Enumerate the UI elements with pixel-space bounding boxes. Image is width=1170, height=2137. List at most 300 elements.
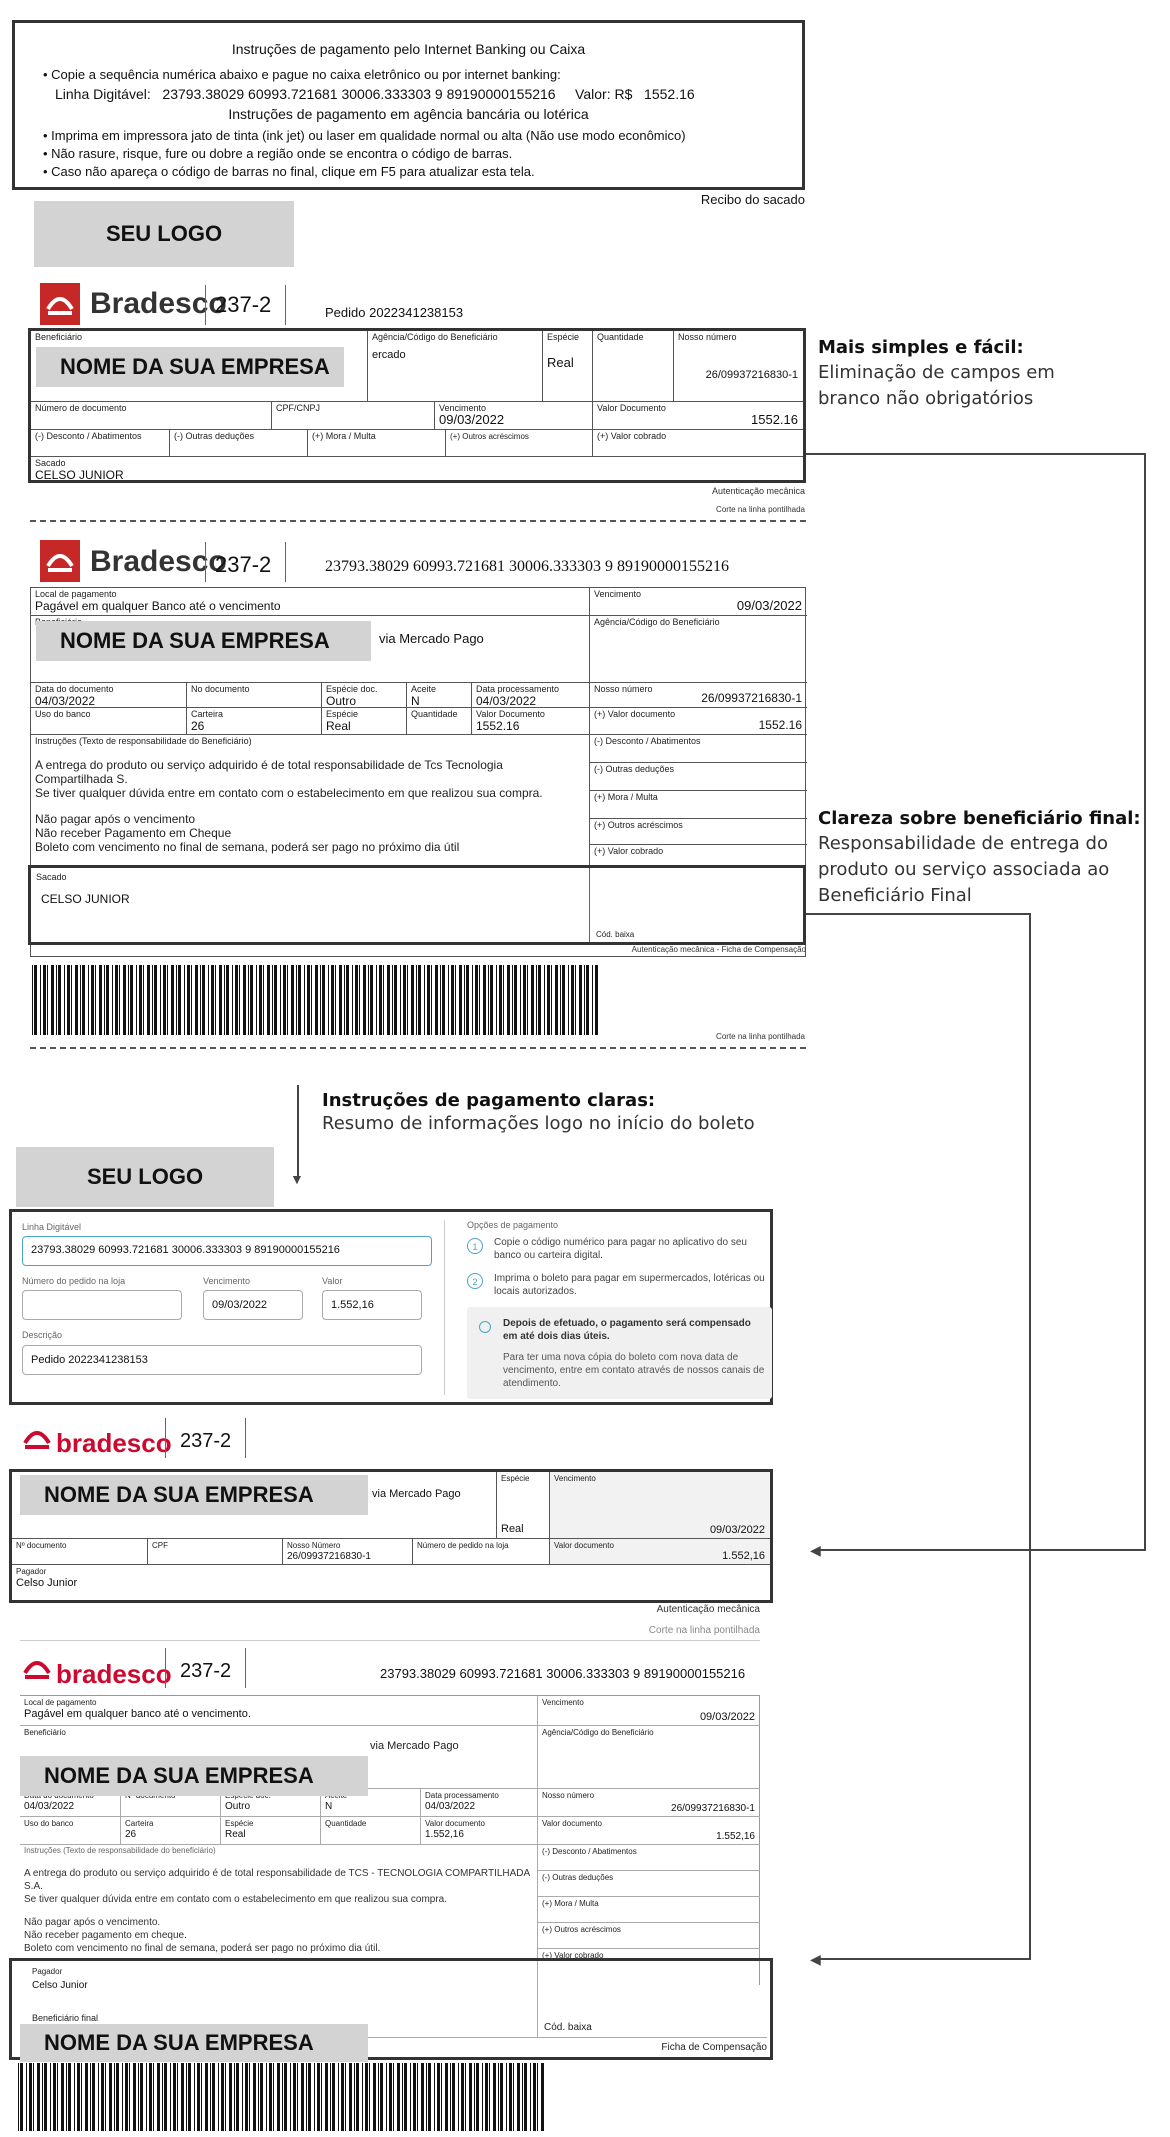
barcode-bar: [499, 965, 502, 1035]
barcode-bar: [104, 965, 105, 1035]
valor-label: Valor: R$: [575, 86, 633, 102]
desconto-cell: [31, 429, 169, 456]
valor-label: Valor: [322, 1276, 343, 1286]
connector-line: [806, 453, 1146, 455]
barcode-bar: [157, 2063, 160, 2131]
barcode-bar: [32, 965, 33, 1035]
field-label: Pagador: [32, 1967, 63, 1976]
barcode-bar: [397, 2063, 400, 2131]
uso-banco-cell: [31, 707, 186, 734]
bradesco-logo-old: [40, 540, 80, 582]
vencimento-cell: [589, 588, 807, 615]
barcode-bar: [380, 2063, 383, 2131]
barcode-bar: [171, 965, 174, 1035]
barcode-bar: [485, 2063, 488, 2131]
barcode-bar: [304, 965, 305, 1035]
field-label: Vencimento: [594, 589, 642, 599]
num-pedido-cell: [412, 1538, 549, 1564]
barcode-bar: [34, 965, 37, 1035]
instruction-text: A entrega do produto ou serviço adquirido é de total responsabilidade de Tcs Tecnologia: [35, 758, 503, 772]
barcode-bar: [266, 2063, 267, 2131]
barcode-bar: [296, 965, 297, 1035]
barcode-bar: [315, 965, 318, 1035]
field-value: Outro: [225, 1801, 251, 1812]
field-label: Número de pedido na loja: [417, 1541, 509, 1550]
data-proc-cell: [420, 1788, 537, 1816]
barcode-bar: [579, 965, 582, 1035]
field-value: Pagável em qualquer Banco até o vencimento: [35, 599, 281, 613]
barcode-bar: [188, 2063, 191, 2131]
field-label: (-) Desconto / Abatimentos: [542, 1847, 637, 1856]
barcode-bar: [123, 965, 126, 1035]
barcode-bar: [184, 965, 185, 1035]
barcode-bar: [584, 965, 585, 1035]
barcode-bar: [402, 2063, 403, 2131]
barcode-bar: [239, 965, 240, 1035]
field-label: Valor Documento: [476, 709, 545, 719]
field-label: Vencimento: [542, 1698, 584, 1707]
vencimento-input[interactable]: [203, 1290, 303, 1320]
annotation-text: Responsabilidade de entrega do: [818, 833, 1108, 854]
barcode-bar: [202, 965, 205, 1035]
barcode-bar: [483, 965, 486, 1035]
barcode-bar: [176, 965, 177, 1035]
barcode-bar: [413, 2063, 416, 2131]
field-value: 26/09937216830-1: [705, 369, 798, 381]
barcode-bar: [298, 965, 301, 1035]
barcode-bar: [322, 965, 325, 1035]
barcode-bar: [47, 965, 48, 1035]
vencimento-label: Vencimento: [203, 1276, 251, 1286]
desconto-cell: [589, 734, 807, 762]
barcode-bar: [273, 2063, 274, 2131]
barcode-bar: [512, 965, 513, 1035]
barcode-bar: [263, 965, 264, 1035]
barcode-bar: [356, 2063, 359, 2131]
barcode-bar: [250, 965, 253, 1035]
barcode-bar: [354, 2063, 355, 2131]
field-label: (+) Mora / Multa: [312, 431, 376, 441]
barcode-bar: [112, 965, 113, 1035]
barcode-bar: [332, 2063, 335, 2131]
uso-banco-cell: [20, 1816, 120, 1844]
barcode-bar: [407, 965, 408, 1035]
barcode-bar: [555, 965, 558, 1035]
barcode-bar: [464, 965, 465, 1035]
barcode-bar: [20, 2063, 23, 2131]
barcode-bar: [260, 2063, 263, 2131]
barcode-bar: [500, 2063, 503, 2131]
field-value: 09/03/2022: [439, 412, 505, 427]
barcode-bar: [437, 2063, 440, 2131]
barcode-bar: [200, 965, 201, 1035]
barcode-bar: [373, 2063, 376, 2131]
barcode-bar: [475, 965, 478, 1035]
bradesco-logo-icon: [40, 540, 80, 582]
barcode-bar: [490, 965, 493, 1035]
barcode-bar: [514, 965, 517, 1035]
instruction-text: Imprima em impressora jato de tinta (ink jet) ou laser em qualidade normal ou alta (Não use modo econômico): [51, 128, 686, 143]
sacado-cell: [31, 456, 803, 480]
barcode-bar: [307, 965, 310, 1035]
barcode-bar: [355, 965, 358, 1035]
instruction-bullet: • Copie a sequência numérica abaixo e pague no caixa eletrônico ou por internet banking:: [43, 67, 561, 82]
barcode-bar: [479, 965, 480, 1035]
barcode-bar: [234, 2063, 235, 2131]
barcode-bar: [506, 2063, 507, 2131]
bradesco-logo-old: [40, 283, 80, 325]
field-label: Beneficiário: [35, 332, 83, 342]
barcode-bar: [71, 965, 72, 1035]
field-value: Celso Junior: [32, 1980, 88, 1991]
field-value: 1552.16: [476, 719, 520, 733]
cpf-cell: [271, 401, 434, 429]
field-label: (-) Desconto / Abatimentos: [594, 736, 701, 746]
info-panel: [467, 1307, 772, 1399]
barcode-bar: [274, 965, 277, 1035]
barcode-bar: [383, 965, 384, 1035]
barcode-bar: [393, 2063, 394, 2131]
autenticacao-ficha: Autenticação mecânica - Ficha de Compensação: [631, 945, 806, 954]
barcode-bar: [287, 965, 288, 1035]
barcode-bar: [33, 2063, 34, 2131]
data-doc-cell: [31, 682, 186, 707]
local-cell: [20, 1696, 537, 1725]
valor-cobrado-cell: [592, 429, 803, 456]
divider: [285, 285, 286, 325]
barcode-bar: [186, 2063, 187, 2131]
barcode-bar: [465, 2063, 466, 2131]
pedido-input[interactable]: [22, 1290, 182, 1320]
barcode-bar: [164, 2063, 167, 2131]
barcode-bar: [75, 965, 78, 1035]
barcode-bar: [434, 2063, 435, 2131]
barcode-bar: [154, 965, 157, 1035]
field-label: Valor documento: [425, 1819, 485, 1828]
field-label: Vencimento: [439, 403, 487, 413]
barcode-bar: [215, 965, 216, 1035]
barcode-bar: [314, 2063, 315, 2131]
barcode-bar: [293, 2063, 296, 2131]
carteira-cell: [186, 707, 321, 734]
field-label: Agência/Código do Beneficiário: [542, 1728, 654, 1737]
barcode-bar: [66, 2063, 67, 2131]
barcode-bar: [562, 965, 565, 1035]
barcode-bar: [575, 965, 576, 1035]
field-label: (+) Valor cobrado: [594, 846, 664, 856]
barcode-bar: [403, 965, 406, 1035]
barcode-bar: [80, 965, 81, 1035]
divider: [285, 542, 286, 582]
barcode-bar: [291, 965, 294, 1035]
field-value: 1.552,16: [716, 1831, 755, 1842]
bank-name-new: bradesco: [56, 1428, 172, 1458]
barcode-bar: [513, 2063, 514, 2131]
pagador-cell: [12, 1564, 770, 1600]
field-label: Carteira: [191, 709, 224, 719]
barcode-bar: [404, 2063, 407, 2131]
barcode-bar: [219, 965, 222, 1035]
barcode-bar: [212, 2063, 215, 2131]
barcode-bar: [469, 2063, 472, 2131]
bank-name-old: Bradesco: [90, 287, 227, 320]
barcode-bar: [493, 2063, 496, 2131]
valor-cobrado-cell: [589, 844, 807, 866]
barcode-bar: [149, 2063, 152, 2131]
connector-line: [1144, 453, 1146, 1551]
mora-cell: [537, 1896, 760, 1922]
annotation-text: Eliminação de campos em: [818, 362, 1055, 383]
barcode-bar: [106, 965, 109, 1035]
barcode-bar: [53, 2063, 56, 2131]
barcode-bar: [448, 965, 449, 1035]
linha-label: Linha Digitável:: [55, 86, 151, 102]
barcode-bar: [297, 2063, 298, 2131]
barcode-bar: [459, 965, 462, 1035]
field-label: Beneficiário: [24, 1728, 66, 1737]
barcode-bar: [352, 965, 353, 1035]
barcode-bar: [58, 965, 61, 1035]
barcode-bar: [81, 2063, 82, 2131]
barcode-bar: [201, 2063, 202, 2131]
barcode-bar: [177, 2063, 178, 2131]
corte-label: Corte na linha pontilhada: [716, 505, 805, 514]
field-label: Local de pagamento: [24, 1698, 97, 1707]
pedido-number: Pedido 2022341238153: [325, 305, 464, 320]
bradesco-logo-icon: [40, 283, 80, 325]
barcode-bar: [536, 965, 537, 1035]
instruction-text: Compartilhada S.: [35, 772, 128, 786]
valor-doc-cell: [471, 707, 589, 734]
connector-line: [820, 1549, 1146, 1551]
barcode-bar: [592, 965, 593, 1035]
field-value: via Mercado Pago: [370, 1740, 459, 1752]
option-text: Copie o código numérico para pagar no aplicativo do seu banco ou carteira digital.: [494, 1237, 747, 1261]
barcode-bar: [533, 2063, 536, 2131]
field-value: 09/03/2022: [709, 1524, 765, 1536]
aceite-cell: [406, 682, 471, 707]
connector-line: [806, 913, 1031, 915]
barcode-bar: [210, 2063, 211, 2131]
barcode-bar: [221, 2063, 224, 2131]
carteira-cell: [120, 1816, 220, 1844]
field-label: (+) Valor cobrado: [597, 431, 667, 441]
field-label: Quantidade: [325, 1819, 367, 1828]
barcode-bar: [115, 965, 118, 1035]
field-label: Data processamento: [476, 684, 560, 694]
barcode-bar: [345, 2063, 346, 2131]
linha-value: 23793.38029 60993.721681 30006.333303 9 89190000155216: [162, 86, 556, 102]
connector-line: [820, 1958, 1031, 1960]
instruction-text: Não pagar após o vencimento.: [24, 1917, 161, 1928]
instruction-text: Caso não apareça o código de barras no final, clique em F5 para atualizar esta tela.: [51, 164, 535, 179]
field-value: 1552.16: [751, 412, 798, 427]
field-label: (+) Outros acréscimos: [542, 1925, 621, 1934]
field-label: Aceite: [411, 684, 437, 694]
barcode-bar: [435, 965, 438, 1035]
barcode-bar: [229, 2063, 232, 2131]
bank-code-new: 237-2: [180, 1430, 232, 1452]
barcode-bar: [284, 2063, 287, 2131]
field-label: Nº documento: [16, 1541, 67, 1550]
barcode-bar: [461, 2063, 464, 2131]
barcode-bar: [544, 965, 545, 1035]
bank-code-new: 237-2: [180, 1660, 232, 1682]
barcode-bar: [280, 965, 281, 1035]
barcode-bar: [98, 2063, 99, 2131]
field-value: 04/03/2022: [425, 1801, 476, 1812]
barcode-bar: [122, 2063, 123, 2131]
barcode-bar: [101, 2063, 104, 2131]
field-value: N: [325, 1801, 333, 1812]
barcode-bar: [346, 965, 349, 1035]
quantidade-cell: [320, 1816, 420, 1844]
field-label: (-) Outras deduções: [174, 431, 255, 441]
barcode-bar: [56, 965, 57, 1035]
barcode-bar: [416, 965, 417, 1035]
barcode-bar: [531, 965, 534, 1035]
barcode-bar: [67, 965, 70, 1035]
instruction-text: Se tiver qualquer dúvida entre em contato com o estabelecimento em que realizou sua compra.: [35, 786, 543, 800]
barcode-bar: [331, 965, 334, 1035]
agencia-cell: [589, 615, 807, 682]
outras-deducoes-cell: [169, 429, 307, 456]
field-label: Carteira: [125, 1819, 154, 1828]
divider: [245, 1648, 246, 1688]
instruction-text: A entrega do produto ou serviço adquirido é de total responsabilidade de TCS - TECNOLOGIA COMPARTILHADA S.A.: [24, 1868, 530, 1892]
barcode-bar: [43, 965, 46, 1035]
option-text: Imprima o boleto para pagar em supermercados, lotéricas ou locais autorizados.: [494, 1273, 765, 1297]
barcode-bar: [466, 965, 469, 1035]
barcode-bar: [365, 2063, 368, 2131]
company-placeholder: NOME DA SUA EMPRESA: [20, 2024, 368, 2062]
mora-cell: [589, 790, 807, 818]
field-label: (+) Valor cobrado: [542, 1951, 604, 1960]
instruction-text: Copie a sequência numérica abaixo e pague no caixa eletrônico ou por internet banking:: [51, 67, 561, 82]
annotation-text: Resumo de informações logo no início do boleto: [322, 1113, 755, 1134]
field-value: 26/09937216830-1: [671, 1803, 755, 1814]
barcode-bar: [317, 2063, 320, 2131]
barcode-bar: [208, 965, 209, 1035]
divider: [444, 1220, 445, 1395]
field-label: CPF/CNPJ: [276, 403, 321, 413]
barcode-bar: [431, 965, 432, 1035]
field-label: Data do documento: [35, 684, 114, 694]
barcode-bar: [77, 2063, 80, 2131]
barcode-bar: [139, 965, 142, 1035]
barcode-bar: [211, 965, 214, 1035]
barcode-bar: [236, 2063, 239, 2131]
field-label: CPF: [152, 1541, 168, 1550]
barcode-bar: [359, 965, 360, 1035]
linha-input[interactable]: [22, 1236, 432, 1266]
barcode-bar: [311, 965, 312, 1035]
descricao-input[interactable]: [22, 1345, 422, 1375]
field-label: (-) Outras deduções: [594, 764, 675, 774]
field-value: Real: [501, 1523, 524, 1535]
field-label: Quantidade: [411, 709, 458, 719]
barcode-bar: [386, 2063, 387, 2131]
barcode-bar: [344, 965, 345, 1035]
barcode-bar: [136, 965, 137, 1035]
barcode-bar: [225, 2063, 226, 2131]
barcode-bar: [338, 2063, 339, 2131]
barcode-bar: [249, 2063, 250, 2131]
barcode-bar: [129, 2063, 130, 2131]
barcode-bar: [50, 2063, 51, 2131]
valor-doc-right-cell: [537, 1816, 760, 1844]
arrow-left-icon: ◀: [810, 1542, 821, 1558]
field-value: CELSO JUNIOR: [35, 468, 124, 482]
barcode-bar: [488, 965, 489, 1035]
sacado-highlight-box: [28, 865, 806, 945]
barcode-bar: [74, 2063, 75, 2131]
barcode-bar: [195, 965, 198, 1035]
field-label: Nosso número: [678, 332, 737, 342]
barcode-bar: [530, 2063, 531, 2131]
divider: [165, 1648, 166, 1688]
field-label: Sacado: [36, 872, 67, 882]
valor-input[interactable]: [322, 1290, 422, 1320]
barcode-bar: [152, 965, 153, 1035]
barcode-bar: [85, 2063, 88, 2131]
field-label: Beneficiário final: [32, 2013, 99, 2023]
barcode-bar: [301, 2063, 304, 2131]
barcode-bar: [258, 2063, 259, 2131]
field-value: 1552.16: [758, 718, 802, 732]
annotation-text: Beneficiário Final: [818, 885, 972, 906]
field-value: 26/09937216830-1: [701, 691, 802, 705]
barcode-bar: [191, 965, 192, 1035]
company-placeholder: NOME DA SUA EMPRESA: [36, 347, 344, 387]
barcode-bar: [224, 965, 225, 1035]
valor-doc-cell: [549, 1538, 770, 1564]
bradesco-logo-icon: [22, 1423, 52, 1451]
linha-value: 23793.38029 60993.721681 30006.333303 9 89190000155216: [31, 1244, 340, 1256]
barcode-bar: [387, 965, 390, 1035]
barcode-bar: [389, 2063, 392, 2131]
descricao-label: Descrição: [22, 1330, 63, 1340]
barcode-bar: [547, 965, 550, 1035]
barcode-bar: [503, 965, 504, 1035]
annotation-title: Mais simples e fácil:: [818, 337, 1024, 358]
instruction-text: Não pagar após o vencimento: [35, 812, 196, 826]
vencimento-cell: [537, 1696, 760, 1725]
nosso-numero-cell: [673, 331, 803, 401]
logo-placeholder: SEU LOGO: [16, 1147, 274, 1207]
barcode-bar: [376, 965, 377, 1035]
field-value: 1.552,16: [722, 1550, 765, 1562]
divider: [165, 1418, 166, 1458]
field-label: Quantidade: [597, 332, 644, 342]
barcode-bar: [496, 965, 497, 1035]
barcode-bar: [162, 2063, 163, 2131]
barcode-bar: [125, 2063, 128, 2131]
arrow-down-icon: ▼: [290, 1171, 304, 1187]
barcode-bar: [498, 2063, 499, 2131]
barcode-bar: [259, 965, 262, 1035]
barcode-bar: [427, 965, 430, 1035]
corte-label: Corte na linha pontilhada: [716, 1032, 805, 1041]
annotation-text: produto ou serviço associada ao: [818, 859, 1110, 880]
barcode-bar: [368, 965, 369, 1035]
barcode-bar: [455, 965, 456, 1035]
field-value: Real: [326, 719, 351, 733]
field-label: Espécie: [225, 1819, 254, 1828]
barcode-bar: [341, 2063, 344, 2131]
instructions-title-agencia: Instruções de pagamento em agência bancária ou lotérica: [228, 106, 589, 122]
barcode-bar: [595, 965, 598, 1035]
